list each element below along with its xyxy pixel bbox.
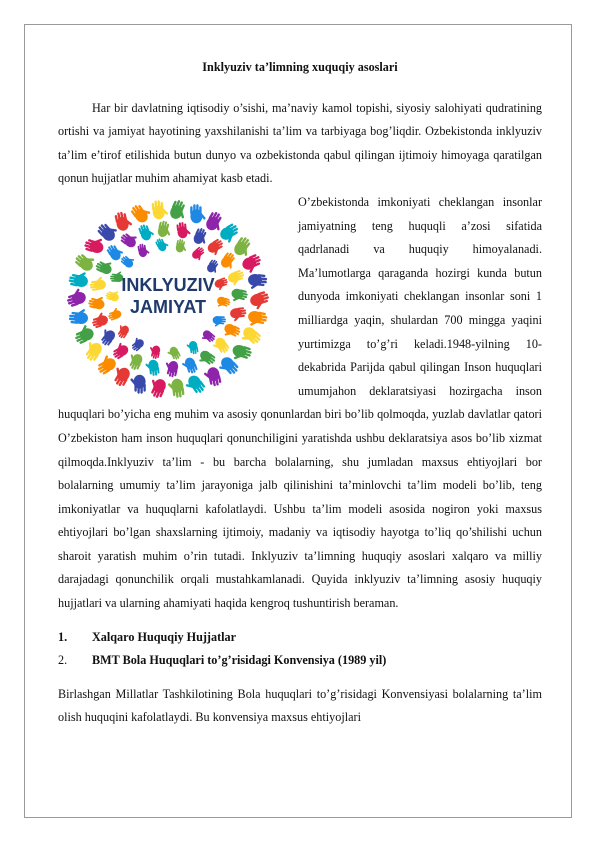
- intro-paragraph: Har bir davlatning iqtisodiy o’sishi, ma’naviy kamol topishi, siyosiy salohiyati qudratining ortishi va jamiyat hayotining yaxshilanishi ta’lim va tarbiyaga bog’liqdir. Ozbekistonda inklyuziv ta’lim e’tirof etilishida butun dunyo va ozbekistonda qabul qilingan ijtimoiy himoyaga qaratilgan qonun hujjatlar muhim ahamiyat kasb etadi.: [58, 100, 542, 186]
- hand-icon: [89, 276, 107, 291]
- hand-icon: [176, 221, 191, 239]
- hand-icon: [94, 257, 114, 276]
- image-label-line2: JAMIYAT: [129, 296, 207, 317]
- hand-icon: [154, 236, 170, 253]
- list-number-1: 1.: [58, 629, 68, 644]
- hand-icon: [249, 290, 272, 311]
- hand-icon: [163, 359, 180, 378]
- hand-icon: [215, 295, 231, 310]
- hand-icon: [110, 340, 131, 360]
- hand-icon: [97, 326, 118, 347]
- hand-icon: [196, 348, 217, 369]
- hand-icon: [230, 307, 248, 322]
- hand-icon: [227, 269, 247, 287]
- hand-icon: [128, 335, 145, 352]
- hand-icon: [192, 227, 211, 247]
- hand-icon: [114, 210, 133, 232]
- hand-icon: [206, 238, 227, 258]
- hand-icon: [221, 322, 241, 341]
- inclusive-society-image: [58, 193, 286, 401]
- hand-icon: [125, 351, 144, 371]
- hand-icon: [238, 324, 263, 348]
- list-item-1: [58, 626, 542, 650]
- hand-icon: [151, 199, 169, 220]
- hand-icon: [190, 204, 206, 223]
- hand-icon: [105, 288, 121, 303]
- final-paragraph: Birlashgan Millatlar Tashkilotining Bola huquqlari to’g’risidagi Konvensiyasi bolalarning ta’lim olish huquqini kafolatlaydi. Bu konvensiya maxsus ehtiyojlari: [58, 686, 542, 725]
- hand-icon: [175, 238, 189, 253]
- document-body: [58, 56, 542, 730]
- list-text-1: Xalqaro Huquqiy Hujjatlar: [92, 629, 237, 644]
- hand-icon: [166, 345, 182, 362]
- hand-icon: [72, 323, 96, 345]
- hand-icon: [130, 375, 146, 394]
- hand-icon: [180, 356, 198, 376]
- hand-icon: [87, 294, 106, 311]
- hand-icon: [129, 200, 153, 225]
- hand-icon: [148, 344, 162, 359]
- hand-icon: [205, 258, 222, 275]
- hand-icon: [190, 246, 207, 263]
- hand-icon: [202, 366, 221, 388]
- hand-icon: [199, 328, 216, 345]
- hand-icon: [106, 307, 122, 322]
- hand-icon: [119, 229, 140, 250]
- hand-icon: [168, 199, 190, 223]
- hand-icon: [219, 251, 240, 272]
- hand-icon: [145, 359, 160, 377]
- hand-icon: [83, 234, 106, 255]
- list-number-2: 2.: [58, 653, 68, 668]
- hand-icon: [138, 222, 156, 242]
- hand-icon: [68, 307, 89, 325]
- hand-icon: [186, 340, 199, 355]
- hand-icon: [64, 287, 87, 308]
- hand-icon: [246, 310, 268, 329]
- list-text-2: BMT Bola Huquqlari to’g’risidagi Konvensiya (1989 yil): [92, 653, 387, 668]
- hands-wreath-illustration: [58, 193, 286, 401]
- hand-icon: [90, 311, 110, 329]
- list-item-2: [58, 649, 542, 673]
- hand-icon: [230, 287, 249, 304]
- hand-icon: [137, 243, 150, 258]
- hand-icon: [230, 343, 253, 364]
- hand-icon: [247, 273, 268, 291]
- hand-icon: [146, 376, 168, 400]
- hand-icon: [167, 378, 185, 399]
- image-label-line1: INKLYUZIV: [121, 274, 215, 295]
- wrapped-paragraph: O’zbekistonda imkoniyati cheklangan insonlar jamiyatning teng huquqli a’zosi sifatida qadrlanadi va huquqiy himoyalanadi. Ma’lumotlarga qaraganda hozirgi kunda butun dunyoda imkoniyati cheklangan insonlar soni 1 milliardga yaqin, shulardan 700 mingga yaqini yurtimizga to’g’ri keladi.1948-yilning 10-dekabrida Parijda qabul qilingan Inson huquqlari umumjahon deklaratsiyasi hozirgacha inson huquqlari bo’yicha eng muhim va asosiy qonunlardan biri bo’lib qolmoqda, yuzlab davlatlar qatori O’zbekiston ham inson huquqlari qonunchiligini yaratishda ushbu deklaratsiya asos bo’lib xizmat qilmoqda.Inklyuziv ta’lim - bu barcha bolalarning, shu jumladan maxsus ehtiyojlari bor bolalarning umumiy ta’lim jarayoniga jalb qilinishini ta’minlovchi ta’lim modeli bo’lib, teng imkoniyatlar va huquqlarni kafolatlaydi. Ushbu ta’lim modeli asosida nogiron yoki maxsus ehtiyojlari bo’lgan shaxslarning ijtimoiy, madaniy va iqtisodiy hayotga to’liq qo’shilishi uchun sharoit yaratish muhim o’rin tutadi. Inklyuziv ta’limning huquqiy asoslari xalqaro va milliy darajadagi qonunchilik orqali mustahkamlanadi. Quyida inklyuziv ta’limning asosiy huquqiy hujjatlari va ularning ahamiyati haqida kengroq tushuntirish beraman.: [58, 194, 542, 611]
- hand-icon: [68, 269, 90, 288]
- hand-icon: [73, 249, 98, 273]
- hand-icon: [214, 277, 230, 292]
- hand-icon: [156, 220, 173, 239]
- document-title: Inklyuziv ta’limning xuquqiy asoslari: [202, 60, 398, 74]
- hand-icon: [183, 373, 207, 398]
- section-list: [58, 626, 542, 673]
- hand-icon: [240, 253, 264, 275]
- hand-icon: [119, 252, 136, 269]
- hand-icon: [212, 315, 226, 327]
- hand-icon: [114, 322, 131, 339]
